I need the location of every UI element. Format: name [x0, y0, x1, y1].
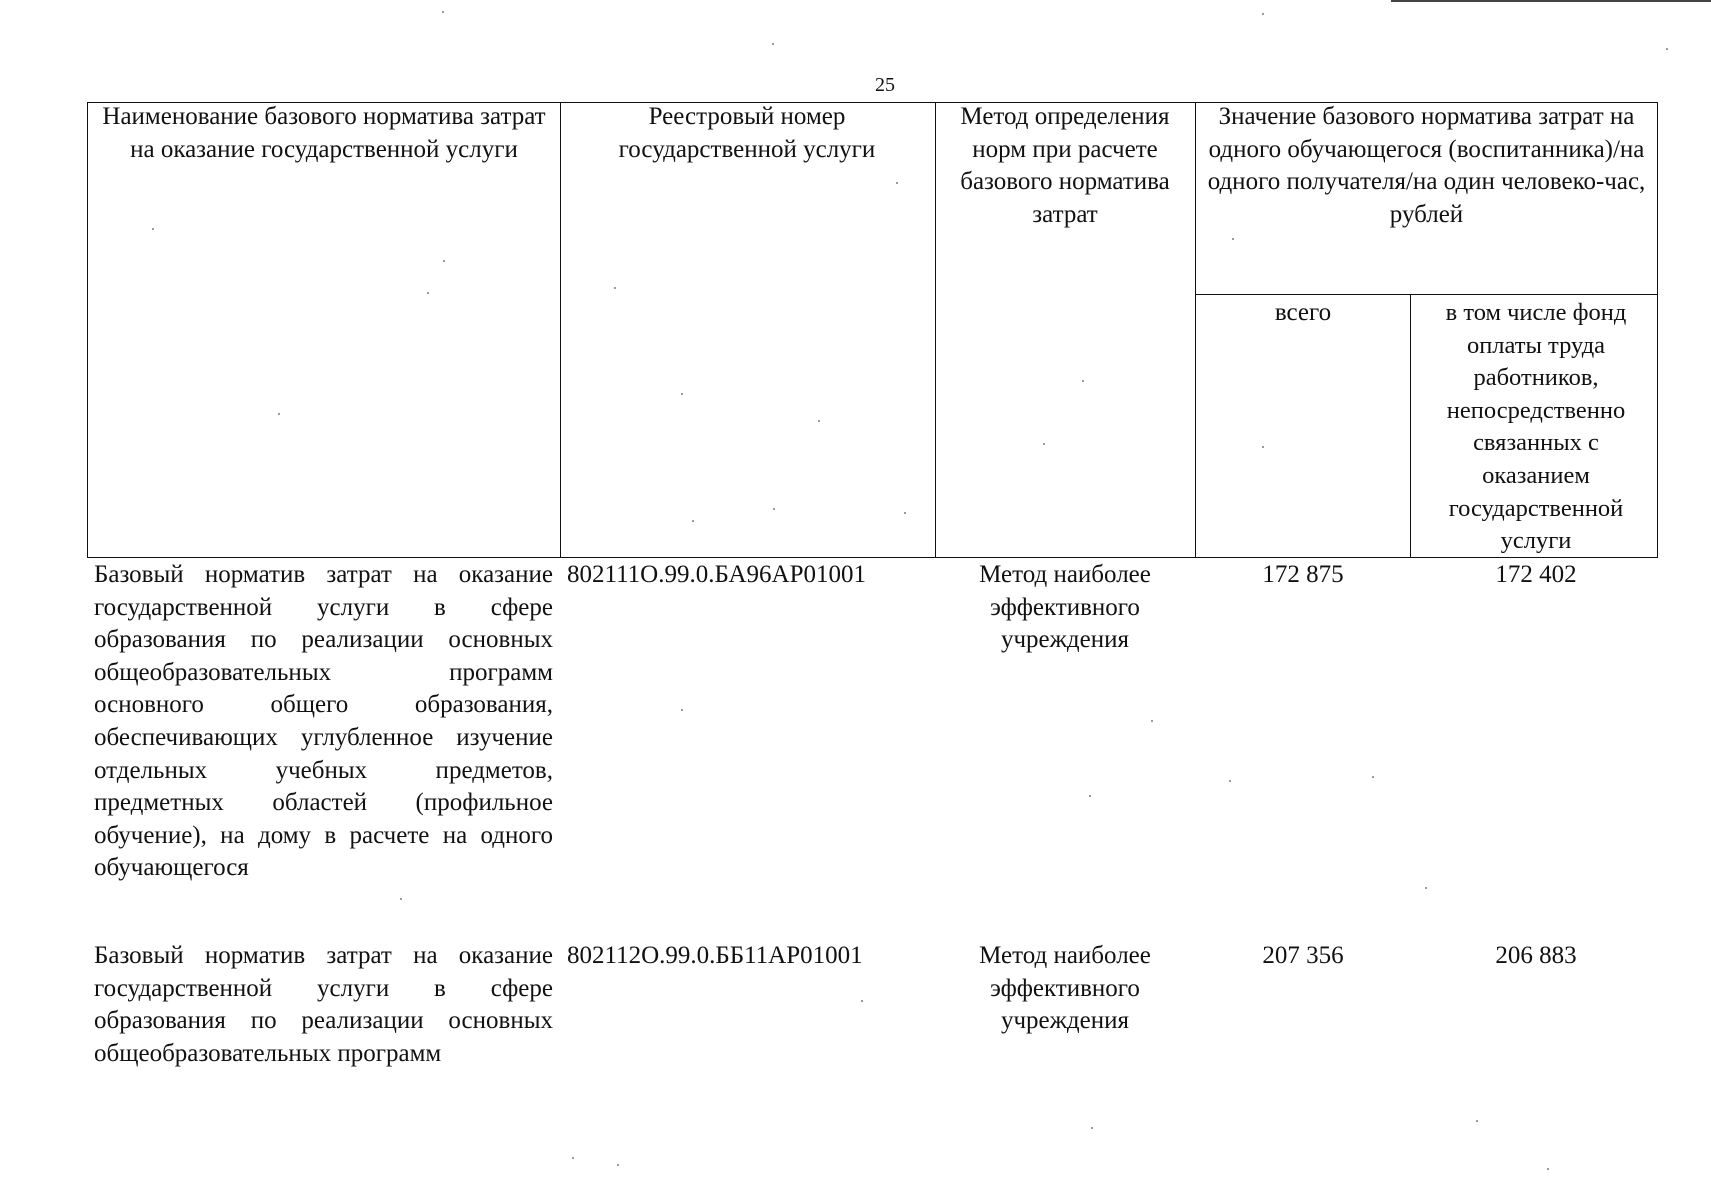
header-wage-fund: в том числе фонд оплаты труда работников, непосредственно связанных с оказанием государственной услуги: [1445, 299, 1627, 555]
row-method: Метод наиболее эффективного учреждения: [979, 561, 1151, 654]
header-total: всего: [1274, 299, 1332, 326]
row-name: Базовый норматив затрат на оказание государственной услуги в сфере образования по реализации основных общеобразовательных программ: [94, 942, 553, 1067]
row-registry: 802111О.99.0.БА96АР01001: [567, 561, 866, 588]
row-total: 172 875: [1262, 561, 1344, 588]
row-total: 207 356: [1262, 942, 1344, 969]
row-method: Метод наиболее эффективного учреждения: [979, 942, 1151, 1035]
row-registry: 802112О.99.0.ББ11АР01001: [567, 942, 863, 969]
page-number: 25: [875, 74, 895, 96]
row-wage-fund: 172 402: [1495, 561, 1577, 588]
header-registry: Реестровый номер государственной услуги: [618, 103, 876, 163]
row-wage-fund: 206 883: [1495, 942, 1577, 969]
header-method: Метод определения норм при расчете базового норматива затрат: [960, 103, 1170, 228]
top-edge-rule: [1391, 0, 1711, 2]
row-name: Базовый норматив затрат на оказание государственной услуги в сфере образования по реализации основных общеобразовательных программ основного общего образования, обеспечивающих углубленное изучение отдельных учебных предметов, предметных областей (профильное обучение), на дому в расчете на одного обучающегося: [94, 561, 553, 882]
header-name: Наименование базового норматива затрат на оказание государственной услуги: [102, 103, 546, 163]
header-value: Значение базового норматива затрат на одного обучающегося (воспитанника)/на одного получателя/на один человеко-час, рублей: [1207, 103, 1646, 228]
